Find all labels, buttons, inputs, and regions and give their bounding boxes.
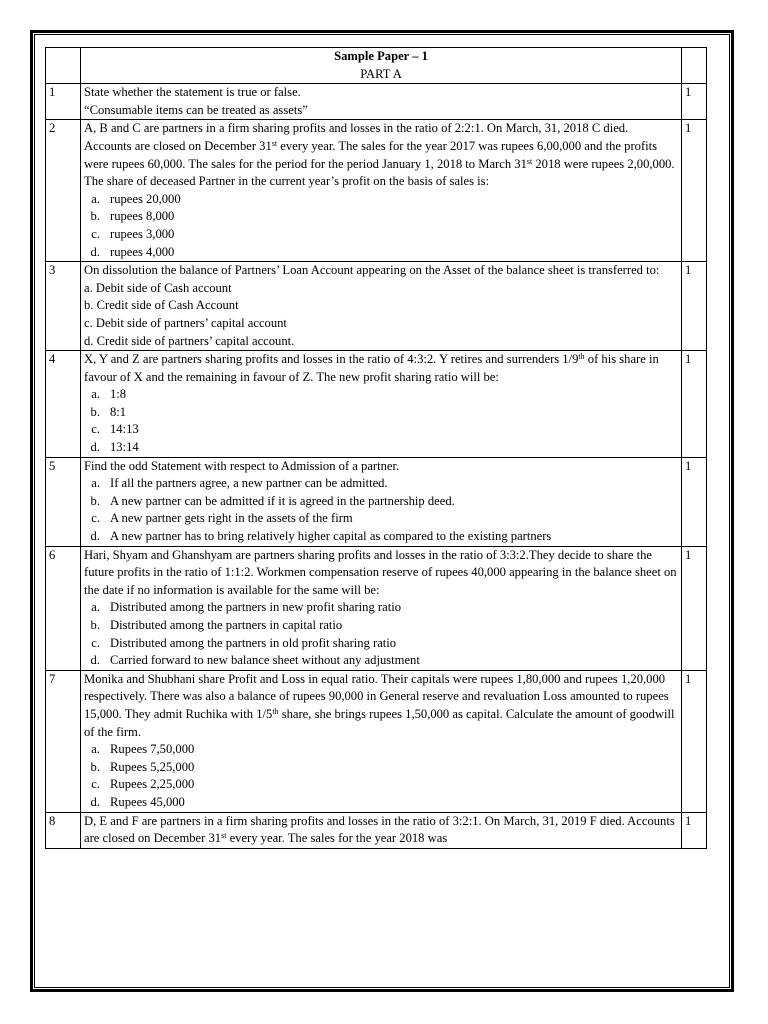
question-row: [46, 351, 707, 458]
part-label: PART A: [360, 66, 402, 81]
option-item: c. rupees 3,000: [91, 226, 175, 241]
question-row: [46, 84, 707, 120]
option-item: a. If all the partners agree, a new partner can be admitted.: [91, 476, 388, 491]
option-item: c. A new partner gets right in the assets of the firm: [91, 511, 353, 526]
question-number: 7: [46, 670, 81, 812]
question-text: State whether the statement is true or false. “Consumable items can be treated as assets”: [81, 84, 682, 120]
question-number: 3: [46, 262, 81, 351]
question-row: [46, 670, 707, 812]
question-text: Find the odd Statement with respect to Admission of a partner. a. If all the partners agree, a new partner can be admitted. b. A new partner can be admitted if it is agreed in the partnership deed. c. A new partner gets right in the assets of the firm d. A new partner has to bring relatively higher capital as compared to the existing partners: [81, 457, 682, 546]
question-marks: 1: [682, 812, 707, 848]
question-marks: 1: [682, 457, 707, 546]
question-text: X, Y and Z are partners sharing profits and losses in the ratio of 4:3:2. Y retires and surrenders 1/9th of his share in favour of X and the remaining in favour of Z. The new profit sharing ratio will be: a. 1:8 b. 8:1 c. 14:13 d. 13:14: [81, 351, 682, 458]
option-item: d. A new partner has to bring relatively higher capital as compared to the existing partners: [90, 529, 552, 544]
option-list: [84, 599, 678, 669]
question-number: 2: [46, 120, 81, 262]
option-list: [84, 475, 678, 545]
question-number: 5: [46, 457, 81, 546]
question-text: A, B and C are partners in a firm sharing profits and losses in the ratio of 2:2:1. On March, 31, 2018 C died. Accounts are closed on December 31st every year. The sales for the year 2017 was rupees 6,00,000 and the profits were rupees 60,000. The sales for the period for the period January 1, 2018 to March 31st 2018 were rupees 2,00,000. The share of deceased Partner in the current year’s profit on the basis of sales is: a. rupees 20,000 b. rupees 8,000 c. rupees 3,000 d. rupees 4,000: [81, 120, 682, 262]
option-item: b. rupees 8,000: [90, 209, 175, 224]
question-row: [46, 262, 707, 351]
option-item: b. 8:1: [90, 404, 127, 419]
option-list: [84, 386, 678, 456]
header-row: [46, 48, 707, 84]
question-number: 1: [46, 84, 81, 120]
question-marks: 1: [682, 84, 707, 120]
option-item: a. Rupees 7,50,000: [91, 742, 195, 757]
question-marks: 1: [682, 262, 707, 351]
option-item: b. Rupees 5,25,000: [90, 759, 195, 774]
question-text: Monika and Shubhani share Profit and Loss in equal ratio. Their capitals were rupees 1,80,000 and rupees 1,20,000 respectively. There was also a balance of rupees 90,000 in General reserve and revaluation Loss amounted to rupees 15,000. They admit Ruchika with 1/5th share, she brings rupees 1,50,000 as capital. Calculate the amount of goodwill of the firm. a. Rupees 7,50,000 b. Rupees 5,25,000 c. Rupees 2,25,000 d. Rupees 45,000: [81, 670, 682, 812]
question-text: D, E and F are partners in a firm sharing profits and losses in the ratio of 3:2:1. On March, 31, 2019 F died. Accounts are closed on December 31st every year. The sales for the year 2018 was: [81, 812, 682, 848]
question-table: [45, 47, 707, 849]
question-row: [46, 812, 707, 848]
option-item: d. Carried forward to new balance sheet without any adjustment: [90, 653, 420, 668]
question-text: Hari, Shyam and Ghanshyam are partners sharing profits and losses in the ratio of 3:3:2.They decide to share the future profits in the ratio of 1:1:2. Workmen compensation reserve of rupees 40,000 appearing in the balance sheet on the date if no information is available for the same will be: a. Distributed among the partners in new profit sharing ratio b. Distributed among the partners in capital ratio c. Distributed among the partners in old profit sharing ratio d. Carried forward to new balance sheet without any adjustment: [81, 546, 682, 670]
question-marks: 1: [682, 351, 707, 458]
option-list: [84, 191, 678, 261]
question-text: On dissolution the balance of Partners’ Loan Account appearing on the Asset of the balance sheet is transferred to: a. Debit side of Cash account b. Credit side of Cash Account c. Debit side of partners’ capital account d. Credit side of partners’ capital account.: [81, 262, 682, 351]
option-item: a. rupees 20,000: [91, 191, 181, 206]
option-item: c. Rupees 2,25,000: [91, 777, 195, 792]
option-item: a. 1:8: [91, 387, 127, 402]
question-number: 6: [46, 546, 81, 670]
question-number: 4: [46, 351, 81, 458]
question-marks: 1: [682, 120, 707, 262]
option-item: d. 13:14: [90, 440, 139, 455]
option-item: a. Distributed among the partners in new profit sharing ratio: [91, 600, 401, 615]
question-marks: 1: [682, 670, 707, 812]
option-item: d. rupees 4,000: [90, 244, 175, 259]
question-row: [46, 546, 707, 670]
paper-title: Sample Paper – 1: [334, 49, 428, 63]
option-item: b. Distributed among the partners in capital ratio: [90, 618, 343, 632]
question-row: [46, 457, 707, 546]
question-number: 8: [46, 812, 81, 848]
option-item: c. 14:13: [91, 422, 139, 437]
question-row: [46, 120, 707, 262]
option-item: c. Distributed among the partners in old profit sharing ratio: [91, 635, 397, 650]
question-marks: 1: [682, 546, 707, 670]
option-item: d. Rupees 45,000: [90, 794, 185, 809]
option-list: [84, 741, 678, 811]
option-item: b. A new partner can be admitted if it is agreed in the partnership deed.: [90, 493, 455, 508]
